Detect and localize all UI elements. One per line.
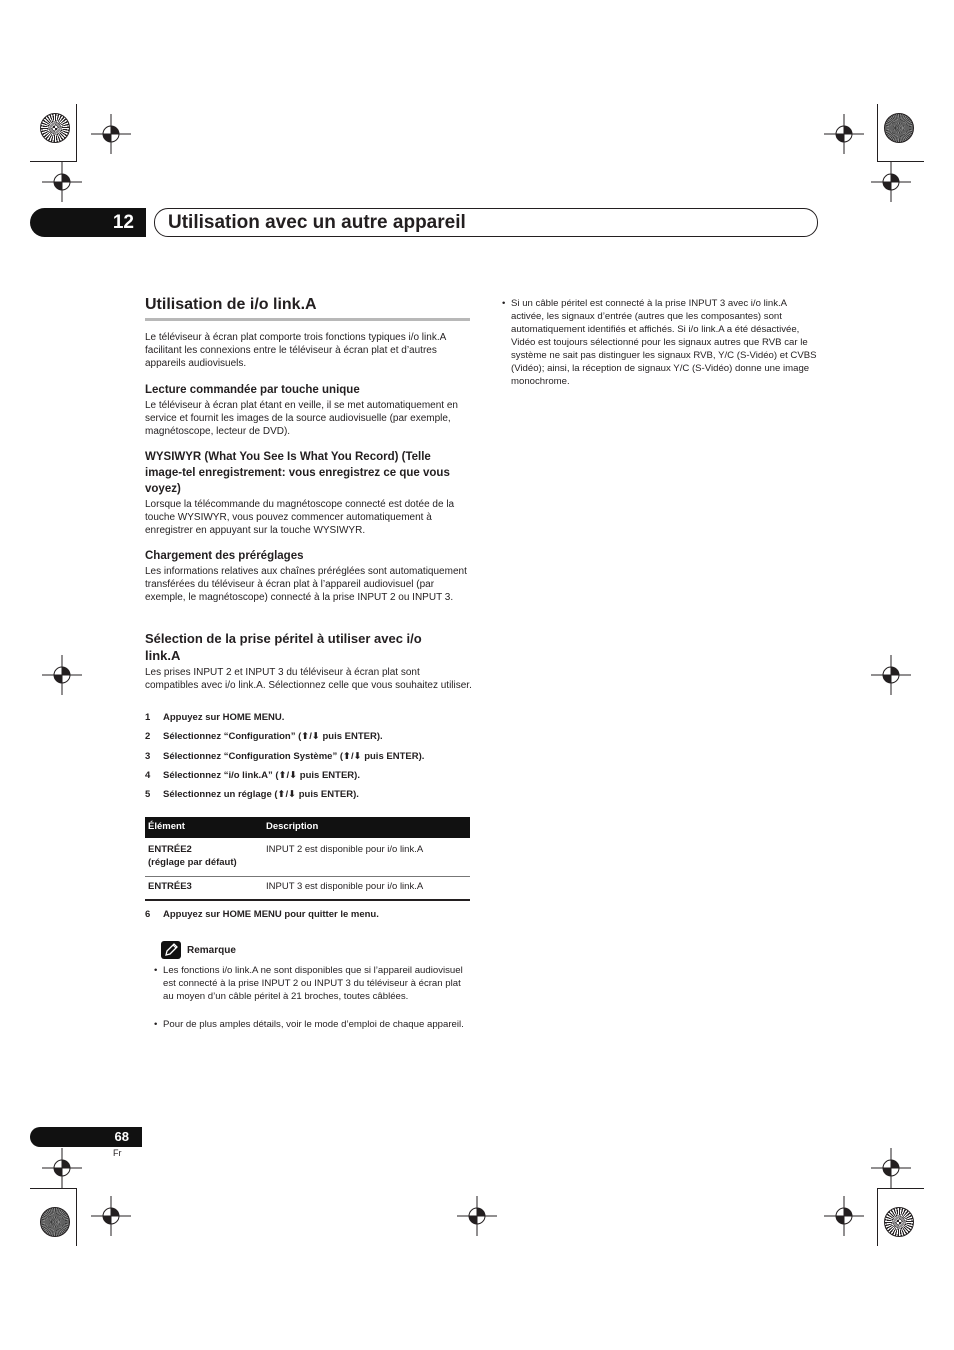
registration-mark-icon (457, 1196, 497, 1236)
color-rosette-bottom-right (884, 1207, 914, 1237)
right-column-bullet-text: Si un câble péritel est connecté à la prise INPUT 3 avec i/o link.A activée, les signaux d’entrée (autres que les composantes) sont automatiquement identifiés et affichés. Si i/o link.A a été désactivée, Vidéo est toujours sélectionné pour les signaux autres que RVB car le système ne sait pas distinguer les signaux RVB, Y/C (S-Vidéo) et CVBS (Vidéo); ainsi, la réception de signaux Y/C (S-Vidéo) donne une image monochrome. (511, 298, 817, 387)
registration-mark-icon (91, 114, 131, 154)
step-item (145, 788, 359, 801)
table-header-description: Description (266, 821, 319, 832)
step-number: 1 (145, 712, 151, 723)
crop-line (877, 1188, 878, 1246)
settings-table-header (145, 817, 470, 838)
note-bullet-text: Pour de plus amples détails, voir le mode d’emploi de chaque appareil. (163, 1019, 464, 1030)
registration-mark-icon (42, 1148, 82, 1188)
subsection-body: Les prises INPUT 2 et INPUT 3 du téléviseur à écran plat sont compatibles avec i/o link.A. Sélectionnez celle que vous souhaitez utiliser. (145, 667, 472, 691)
step-text: Sélectionnez un réglage (⬆/⬇ puis ENTER). (163, 789, 359, 800)
color-rosette-bottom-left (40, 1207, 70, 1237)
note-bullet: • Les fonctions i/o link.A ne sont disponibles que si l’appareil audiovisuel est connecté à la prise INPUT 2 ou INPUT 3 du téléviseur à écran plat au moyen d’un câble péritel à 21 broches, toutes câblées. (154, 965, 463, 1002)
intro-paragraph: Le téléviseur à écran plat comporte trois fonctions typiques i/o link.A facilitant les connexions entre le téléviseur à écran plat et d’autres appareils audiovisuels. (145, 332, 446, 369)
table-cell-description: INPUT 2 est disponible pour i/o link.A (266, 844, 424, 855)
chapter-number: 12 (30, 208, 146, 237)
step-number: 2 (145, 731, 151, 742)
chapter-title: Utilisation avec un autre appareil (168, 212, 466, 233)
feature-body: Lorsque la télécommande du magnétoscope connecté est dotée de la touche WYSIWYR, vous pouvez commencer automatiquement à enregistrer en appuyant sur la touche WYSIWYR. (145, 499, 455, 536)
registration-mark-icon (871, 1148, 911, 1188)
registration-mark-icon (91, 1196, 131, 1236)
table-cell-item: ENTRÉE3 (148, 881, 192, 892)
crop-line (877, 104, 878, 162)
color-rosette-top-left (40, 113, 70, 143)
step-item (145, 908, 379, 921)
step-text: Sélectionnez “Configuration” (⬆/⬇ puis ENTER). (163, 731, 383, 742)
step-item (145, 750, 424, 763)
feature-title: Chargement des préréglages (145, 550, 304, 562)
section-title: Utilisation de i/o link.A (145, 296, 317, 313)
step-text: Sélectionnez “Configuration Système” (⬆/⬇ puis ENTER). (163, 751, 425, 762)
step-number: 4 (145, 770, 151, 781)
note-bullet: • Pour de plus amples détails, voir le mode d’emploi de chaque appareil. (154, 1019, 464, 1030)
step-item (145, 769, 360, 782)
table-header-item: Élément (148, 821, 185, 832)
step-number: 5 (145, 789, 151, 800)
step-item (145, 711, 284, 724)
feature-title: WYSIWYR (What You See Is What You Record) (Telle image-tel enregistrement: vous enregistrez ce que vous voyez) (145, 451, 450, 495)
color-rosette-top-right (884, 113, 914, 143)
table-cell-description: INPUT 3 est disponible pour i/o link.A (266, 881, 424, 892)
step-text: Appuyez sur HOME MENU. (163, 712, 285, 723)
note-title: Remarque (187, 945, 236, 956)
right-column-bullet: • Si un câble péritel est connecté à la prise INPUT 3 avec i/o link.A activée, les signaux d’entrée (autres que les composantes) sont automatiquement identifiés et affichés. Si i/o link.A a été désactivée, Vidéo est toujours sélectionné pour les signaux autres que RVB car le système ne sait pas distinguer les signaux RVB, Y/C (S-Vidéo) et CVBS (Vidéo); ainsi, la réception de signaux Y/C (S-Vidéo) donne une image monochrome. (502, 298, 817, 387)
page-number: 68 (30, 1127, 142, 1147)
step-number: 6 (145, 909, 151, 920)
crop-line (877, 1188, 924, 1189)
registration-mark-icon (42, 655, 82, 695)
crop-line (30, 1188, 77, 1189)
feature-title: Lecture commandée par touche unique (145, 384, 360, 396)
language-code: Fr (113, 1148, 122, 1158)
feature-body: Le téléviseur à écran plat étant en veille, il se met automatiquement en service et fournit les images de la source audiovisuelle (par exemple, magnétoscope, lecteur de DVD). (145, 400, 458, 437)
section-rule (145, 318, 470, 321)
feature-body: Les informations relatives aux chaînes préréglées sont automatiquement transférées du téléviseur à écran plat à l’appareil audiovisuel (par exemple, le magnétoscope) connecté à la prise INPUT 2 ou INPUT 3. (145, 566, 467, 603)
registration-mark-icon (824, 114, 864, 154)
step-number: 3 (145, 751, 151, 762)
step-text: Sélectionnez “i/o link.A” (⬆/⬇ puis ENTER). (163, 770, 360, 781)
registration-mark-icon (871, 162, 911, 202)
step-text: Appuyez sur HOME MENU pour quitter le menu. (163, 909, 379, 920)
registration-mark-icon (42, 162, 82, 202)
step-item (145, 730, 383, 743)
subsection-title: Sélection de la prise péritel à utiliser avec i/o link.A (145, 631, 422, 663)
note-pencil-icon (161, 941, 181, 959)
table-cell-item: (réglage par défaut) (148, 857, 237, 868)
crop-line (76, 104, 77, 162)
note-bullet-text: Les fonctions i/o link.A ne sont disponibles que si l’appareil audiovisuel est connecté à la prise INPUT 2 ou INPUT 3 du téléviseur à écran plat au moyen d’un câble péritel à 21 broches, toutes câblées. (163, 965, 463, 1002)
table-row-divider (145, 876, 470, 877)
crop-line (76, 1188, 77, 1246)
registration-mark-icon (824, 1196, 864, 1236)
table-bottom-rule (145, 899, 470, 901)
table-cell-item: ENTRÉE2 (148, 844, 192, 855)
registration-mark-icon (871, 655, 911, 695)
